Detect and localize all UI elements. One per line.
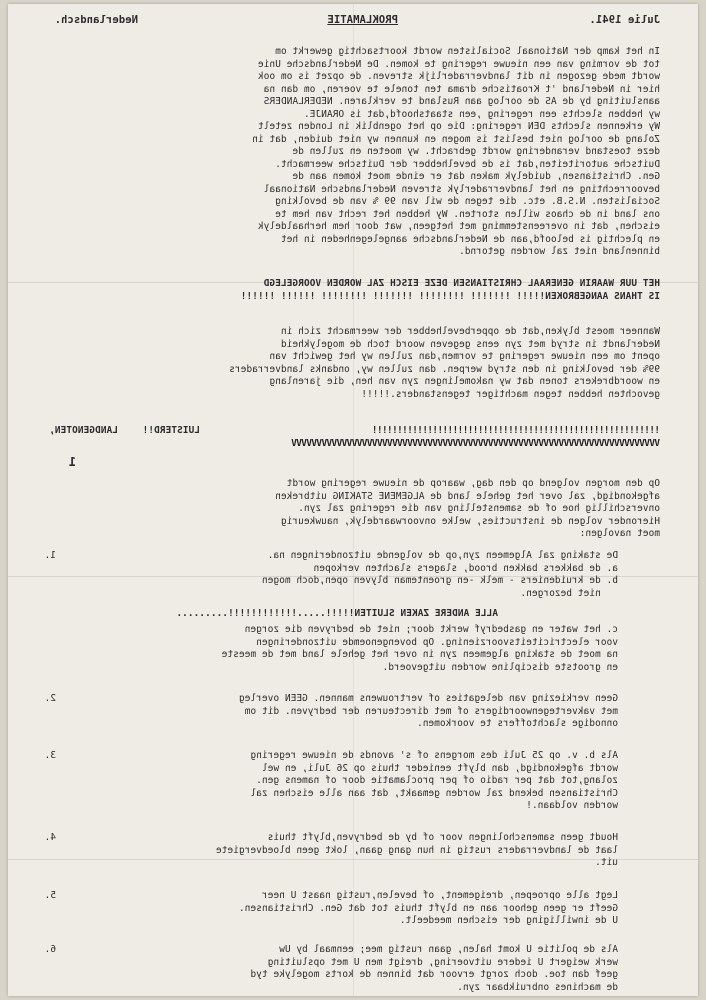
item-line: a. de bakkers bakken brood, slagers slachten verkopen [313,562,618,574]
section-numeral: 1 [68,455,76,469]
instruction-label: LUISTERD!! [142,425,200,436]
item-line: laat de landverraders rustig in hun gang gaan, lokt geen bloedvergiete [215,844,618,856]
intro-line: deze toestand verandering wordt gebracht. wy moeten en zullen de [292,146,660,157]
item-line: uit. [595,857,618,868]
item-line: Christiansen bekend zal worden gemaakt, dat aan alle eischen zal [250,787,618,799]
intro-line: Socialisten. N.S.B. etc. die tegen de wil van 99 % van de bevolking [275,196,660,207]
item-line: onnodige slachtoffers te voorkomen. [416,718,618,729]
item-line: en grootste discipline worden uitgevoerd. [382,661,618,673]
middle-line: opent om een nieuwe regering te vormen,dan zullen wy het gewicht van [269,351,660,362]
proclamation-sheet [8,4,698,996]
item-line: Als b. v. op 25 Juli des morgens of s' avonds de nieuwe regering [250,750,618,761]
item-line: U de inwilliging der eischen meedeelt. [399,915,618,926]
item-line: worden voldaan.! [526,800,618,811]
section-line: onverschillig hoe of de samenstelling van die regering zal zyn. [298,503,660,514]
intro-line: hier in Nederland 't Kroatische drama ten tonele te voeren, om dan na [263,83,660,95]
section-line: afgekondigd, zal over het gehele land de ALGEMENE STAKING uitbreken [275,490,660,502]
page-title: PROKLAMATIE [327,14,398,26]
item-number: 3. [44,750,56,761]
intro-line: Gen. Christiansen, duidelyk maken dat er einde moet komen aan de [292,171,660,182]
item-line: geef dan toe. doch zorgt ervoor dat binnen de korts mogelyke tyd [250,969,618,980]
item-line: Geen verkiezing van delegaties of vertrouwens mannen. GEEN overleg [238,693,618,704]
item-line: wordt afgekondigd, dan blyft eenieder thuis op 26 Juli, en wel [261,762,618,774]
item-line: Geeft er geen gehoor aan en blyft thuis tot dat Gen. Christiansen. [238,902,618,914]
item-line: Houdt geen samenscholingen voor of by de bedryven,blyft thuis [267,832,618,843]
item-line: werk weigert U iedere uitvoering, dreigt men U met opsluiting [267,956,618,968]
intro-line: eischen, dat in overeenstemming met hetgeen, wat door hem herhaaldelyk [257,221,660,232]
intro-line: wordt mede gezogen in dit landverraderlijk streven. de opzet is om ook [257,71,660,82]
item-line: Legt alle oproepen, dreigement, of bevelen,rustig naast U neer [261,890,618,901]
item-number: 6. [44,944,56,955]
item-line: met vakvertegenwoordigers of met directeuren der bedryven. dit om [244,705,618,717]
landgenoten-label: LANDGENOTEN, [49,425,118,436]
item-line: niet bezorgen. [520,587,618,599]
section-line: Op den morgen volgend op den dag, waarop de nieuwe regering wordt [286,478,660,489]
warning-line: HET UUR WAARIN GENERAAL CHRISTIANSEN DEZE EISCH ZAL WORDEN VOORGELEGD [263,278,660,289]
middle-line: Wanneer moest blyken,dat de opperbevelhebber der weermacht zich in [280,326,660,337]
middle-line: gevochten hebben tegen machtiger tegenstanders.!!!!! [361,388,660,400]
mirrored-typescript [8,4,698,996]
item-number: 2. [44,693,56,704]
intro-line: Zolang de oorlog niet beslist is mogen en kunnen wy niet duiden, dat in [252,133,660,145]
item-number: 5. [44,890,56,901]
item-number: 4. [44,832,56,843]
country-heading: Nederlandsch. [54,14,138,26]
intro-line: ons land in de chaos willen storten. Wy hebben het recht van hem te [275,208,660,220]
item-number: 1. [44,550,56,561]
middle-line: 99% der bevolking in den stryd werpen. dan zullen wy, ondanks landverraders [229,363,660,375]
exclamation-row: !!!!!!!!!!!!!!!!!!!!!!!!!!!!!!!!!!!!!!!!!!!!!!!!!!!!!!!!! [372,425,660,436]
item-subhead: ALLE ANDERE ZAKEN SLUITEN!!!!!.....!!!!!!!!!!!!......... [176,608,498,619]
item-line: b. de kruideniers - melk -en groenteman blyven open,doch mogen [261,575,618,586]
intro-line: en plechtig is beloofd,aan de Nederlandsche aangelegenheden in het [280,233,660,245]
warning-line: IS THANS AANGEBROKEN!!!!! !!!!!!! !!!!!!!! !!!!!!! !!!!!!!! !!!!!! !!!!!! [240,290,660,302]
item-line: de machines onbruikbaar zyn. [457,981,618,993]
item-line: na moet de staking algemeen zyn in over het gehele land met de meeste [221,649,618,660]
v-row: VVVVVVVVVVVVVVVVVVVVVVVVVVVVVVVVVVVVVVVVVVVVVVVVVVVVVVVVVVVVVVVVVVVVVVVVV [291,438,660,449]
item-line: zolang,tot dat per radio of per proclamatie door of namens gen. [256,775,618,786]
section-line: Hieronder volgen de instructies, welke onvoorwaardelyk, nauwkeurig [280,515,660,527]
middle-line: en woordbrekers tonen dat wy nakomelingen zyn van hen, die jarenlang [269,376,660,387]
item-line: voor electriciteitsvoorziening. Op bovengenoemde uitzonderingen [256,636,618,648]
middle-line: Nederlandt in stryd met zyn eens gegeven woord toch de mogelykheid [280,338,660,350]
date-heading: Julie 1941. [589,14,660,26]
intro-line: aansluiting by de AS de oorlog aan Rusland te verklaren. NEDERLANDERS [263,96,660,107]
intro-line: bevoorrechting en het landverraderlyk streven Nederlandsche Nationaal [263,183,660,195]
intro-line: In het kamp der Nationaal Socialisten wordt koortsachtig gewerkt om [275,46,660,57]
intro-line: Duitsche autoriteiten,dat is de bevelhebber der Duitsche weermacht. [275,158,660,170]
intro-line: binnenland niet zal worden getornd. [458,246,660,257]
section-line: moet navolgen: [579,528,660,539]
item-line: c. het water en gasbedryf werkt door; niet de bedryven die zorgen [244,624,618,635]
intro-line: Wy erkennen slechts DEN regering: Die op het ogenblik in Londen zetelt [257,121,660,132]
intro-line: tot de vorming van een nieuwe regering te komen. De Nederlandsche Unie [257,58,660,70]
item-line: Als de politie U komt halen, gaan rustig mee; eenmaal by Uw [279,944,618,955]
item-line: De staking zal Algemeen zyn,op de volgende uitzonderingen na. [267,550,618,561]
intro-line: wy hebben slechts een regering ,een staatshoofd,dat is ORANJE. [303,108,660,120]
